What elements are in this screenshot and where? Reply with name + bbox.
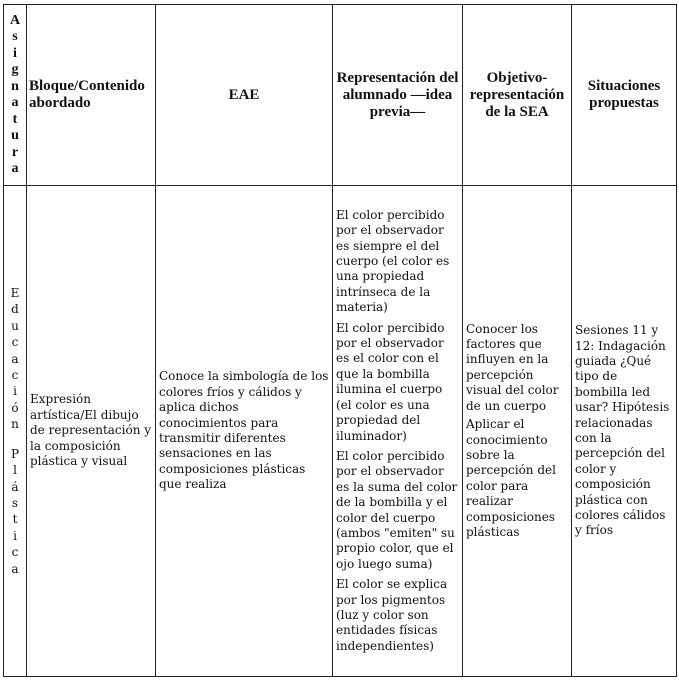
block-text: Expresión artística/El dibujo de representación y la composición plástica y visual bbox=[30, 392, 152, 469]
situations-cell bbox=[572, 186, 677, 677]
objective-1: Conocer los factores que influyen en la percepción visual del color de un cuerpo bbox=[466, 321, 559, 413]
representation-idea-4: El color se explica por los pigmentos (luz y color son entidades físicas independientes) bbox=[336, 577, 448, 653]
header-representation: Representación del alumnado —idea previa— bbox=[333, 5, 463, 186]
header-subject-vertical: A s i g n a t u r a bbox=[9, 12, 21, 176]
header-eae: EAE bbox=[156, 5, 333, 186]
block-cell bbox=[27, 186, 156, 677]
content-row bbox=[4, 186, 677, 677]
subject-cell bbox=[4, 186, 27, 677]
header-situations: Situaciones propuestas bbox=[572, 5, 677, 186]
eae-cell bbox=[156, 186, 333, 677]
header-row bbox=[4, 5, 677, 186]
objective-2: Aplicar el conocimiento sobre la percepción del color para realizar composiciones plásticas bbox=[466, 417, 556, 539]
representation-idea-3: El color percibido por el observador es la suma del color de la bombilla y el color del cuerpo (ambos "emiten" su propio color, que el ojo luego suma) bbox=[336, 448, 458, 571]
situations-text: Sesiones 11 y 12: Indagación guiada ¿Qué tipo de bombilla led usar? Hipótesis relacionadas con la percepción del color y composición plástica con colores cálidos y fríos bbox=[575, 323, 670, 538]
eae-text: Conoce la simbología de los colores fríos y cálidos y aplica dichos conocimientos para transmitir diferentes sensaciones en las composiciones plásticas que realiza bbox=[159, 369, 329, 492]
representation-cell bbox=[333, 186, 463, 677]
representation-idea-2: El color percibido por el observador es el color con el que la bombilla ilumina el cuerpo (el color es una propiedad del iluminador) bbox=[336, 320, 445, 443]
header-subject bbox=[4, 5, 27, 186]
subject-word-2: P l á s t i c a bbox=[10, 446, 20, 576]
subject-vertical bbox=[4, 285, 26, 577]
representation-idea-1: El color percibido por el observador es siempre el del cuerpo (el color es una propiedad intrínseca de la materia) bbox=[336, 207, 450, 315]
header-block: Bloque/Contenido abordado bbox=[27, 5, 156, 186]
didactic-table bbox=[3, 4, 677, 677]
objective-cell bbox=[463, 186, 572, 677]
subject-word-1: E d u c a c i ó n bbox=[10, 286, 20, 432]
header-objective: Objetivo-representación de la SEA bbox=[463, 5, 572, 186]
